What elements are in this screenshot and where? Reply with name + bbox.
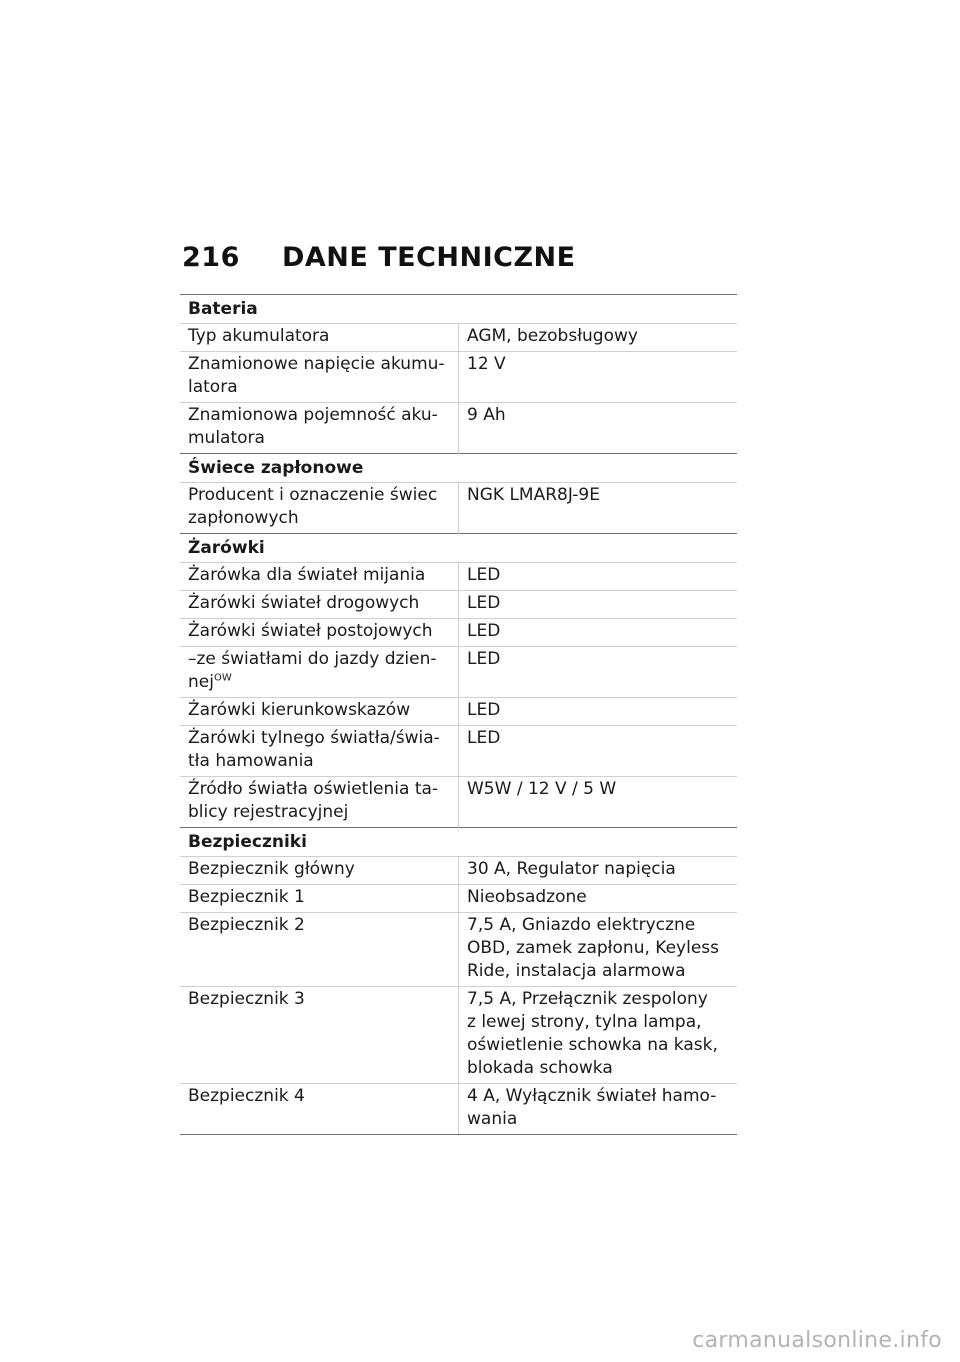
table-row: [180, 857, 737, 885]
row-value: 7,5 A, Gniazdo elektryczne OBD, zamek zapłonu, Keyless Ride, instalacja alarmowa: [459, 913, 738, 987]
row-label: Źródło światła oświetlenia ta- blicy rejestracyjnej: [180, 777, 459, 828]
section-title: Bateria: [180, 295, 737, 324]
row-label: Bezpiecznik główny: [180, 857, 459, 885]
row-label: Żarówki świateł postojowych: [180, 619, 459, 647]
row-label: Bezpiecznik 2: [180, 913, 459, 987]
row-value: AGM, bezobsługowy: [459, 324, 738, 352]
section-header: [180, 454, 737, 483]
row-value: LED: [459, 647, 738, 698]
row-value: 7,5 A, Przełącznik zespolony z lewej strony, tylna lampa, oświetlenie schowka na kask, blokada schowka: [459, 987, 738, 1084]
row-value: LED: [459, 563, 738, 591]
row-label: Żarówki świateł drogowych: [180, 591, 459, 619]
row-label: Znamionowa pojemność aku- mulatora: [180, 403, 459, 454]
section-header: [180, 534, 737, 563]
watermark: carmanualsonline.info: [692, 1328, 942, 1353]
row-label: Żarówka dla świateł mijania: [180, 563, 459, 591]
row-value: 4 A, Wyłącznik świateł hamo- wania: [459, 1084, 738, 1135]
table-row: [180, 885, 737, 913]
spec-table: [180, 294, 737, 1135]
row-label: Żarówki tylnego światła/świa- tła hamowania: [180, 726, 459, 777]
label-superscript: OW: [213, 672, 232, 684]
table-row: [180, 987, 737, 1084]
row-label: Bezpiecznik 1: [180, 885, 459, 913]
table-row: [180, 726, 737, 777]
table-row: [180, 698, 737, 726]
row-label: Producent i oznaczenie świec zapłonowych: [180, 483, 459, 534]
row-value: LED: [459, 619, 738, 647]
page-header: [182, 242, 576, 273]
row-label: Żarówki kierunkowskazów: [180, 698, 459, 726]
row-label: Znamionowe napięcie akumu- latora: [180, 352, 459, 403]
row-value: Nieobsadzone: [459, 885, 738, 913]
row-label: Typ akumulatora: [180, 324, 459, 352]
section-title: Żarówki: [180, 534, 737, 563]
table-row: [180, 591, 737, 619]
row-value: LED: [459, 591, 738, 619]
section-header: [180, 295, 737, 324]
table-row: [180, 777, 737, 828]
row-value: LED: [459, 726, 738, 777]
row-value: NGK LMAR8J-9E: [459, 483, 738, 534]
row-value: 30 A, Regulator napięcia: [459, 857, 738, 885]
table-row: [180, 483, 737, 534]
table-row: [180, 563, 737, 591]
row-label: Bezpiecznik 4: [180, 1084, 459, 1135]
section-title: Świece zapłonowe: [180, 454, 737, 483]
table-row: [180, 352, 737, 403]
row-value: 12 V: [459, 352, 738, 403]
section-title: Bezpieczniki: [180, 828, 737, 857]
table-row: [180, 324, 737, 352]
row-label: Bezpiecznik 3: [180, 987, 459, 1084]
table-row: [180, 913, 737, 987]
table-row: [180, 619, 737, 647]
row-value: W5W / 12 V / 5 W: [459, 777, 738, 828]
page-number: 216: [182, 242, 240, 273]
table-row: [180, 1084, 737, 1135]
row-label: –ze światłami do jazdy dzien- nej$^{OW}$: [180, 647, 459, 698]
row-value: 9 Ah: [459, 403, 738, 454]
table-row: [180, 647, 737, 698]
table-row: [180, 403, 737, 454]
section-header: [180, 828, 737, 857]
row-value: LED: [459, 698, 738, 726]
page-title: DANE TECHNICZNE: [282, 242, 576, 273]
